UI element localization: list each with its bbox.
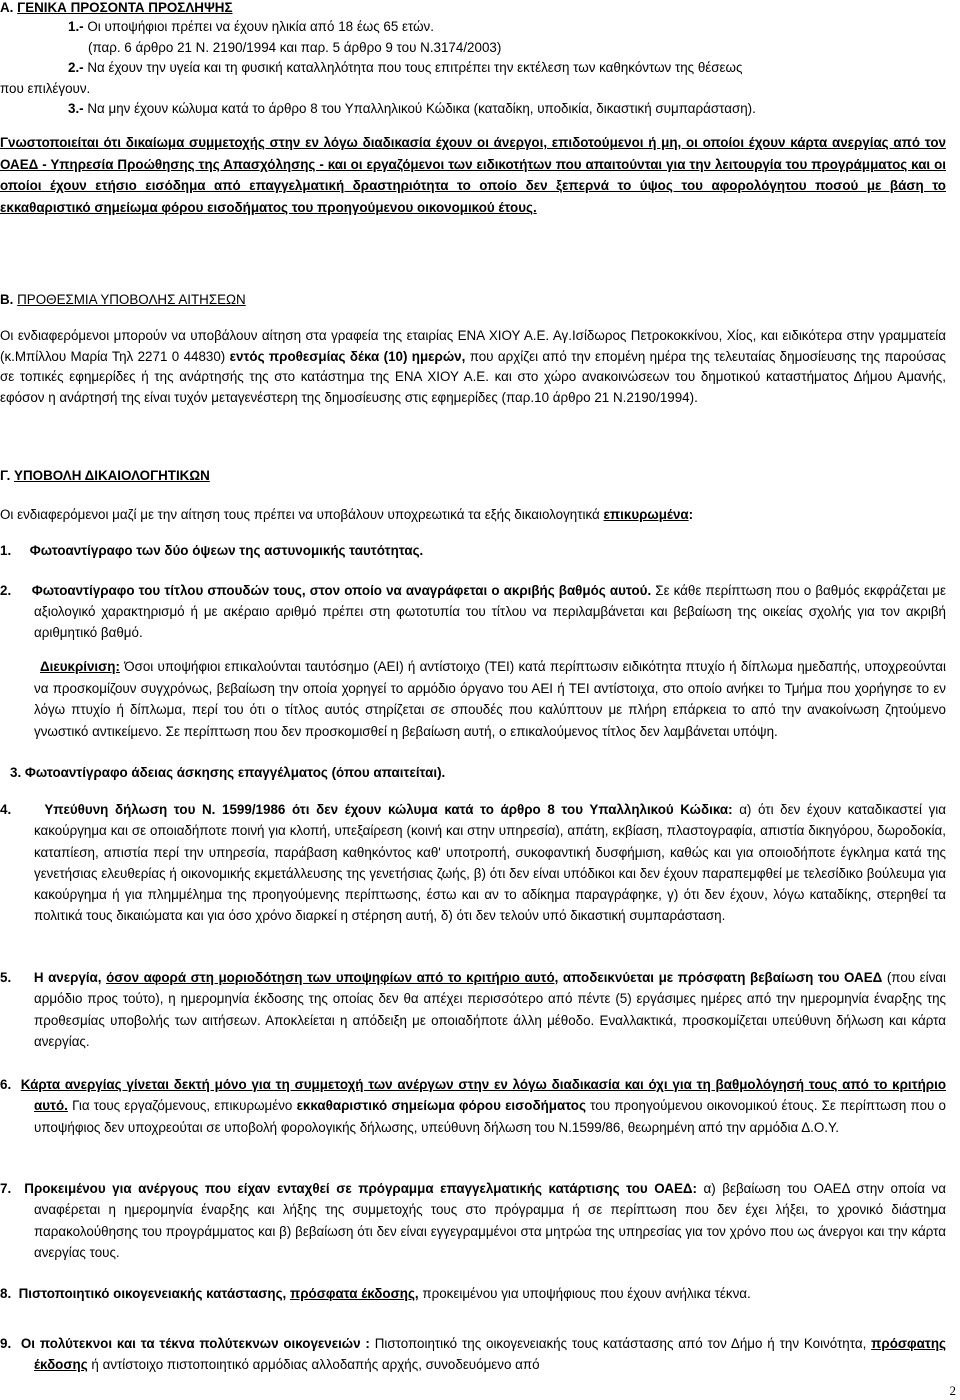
documents-intro xyxy=(0,504,946,526)
item-number: 3. xyxy=(10,765,22,780)
document-item-7 xyxy=(0,1178,946,1263)
section-b-title xyxy=(0,289,946,311)
item-bold: Υπεύθυνη δήλωση του Ν. 1599/1986 ότι δεν έχουν κώλυμα κατά το άρθρο 8 του Υπαλληλικού Κώδικα: xyxy=(44,802,733,817)
item-text: Πιστοποιητικό της οικογενειακής τους κατάστασης από τον Δήμο ή την Κοινότητα, xyxy=(374,1336,867,1351)
item-text-2: ή αντίστοιχο πιστοποιητικό αρμόδιας αλλοδαπής αρχής, συνοδευόμενο από xyxy=(91,1357,540,1373)
deadline-paragraph xyxy=(0,326,946,408)
item-number: 2.- xyxy=(68,60,84,75)
item-bold: Η ανεργία, xyxy=(33,970,102,985)
item-text-2: του προηγούμενου οικονομικού έτους. Σε περίπτωση που ο υποψήφιος δεν υποχρεούται σε υποβολή φορολογικής δήλωσης, υπεύθυνη δήλωση του Ν.1599/86, θεωρημένη από την αρμόδια Δ.Ο.Υ. xyxy=(34,1098,946,1135)
section-a-item-1-ref xyxy=(0,37,946,59)
section-a-item-3 xyxy=(0,98,946,120)
document-item-6 xyxy=(0,1074,946,1138)
clarification xyxy=(0,656,946,742)
section-a-item-2-cont xyxy=(0,78,946,100)
intro-text: Οι ενδιαφερόμενοι μαζί με την αίτηση τους πρέπει να υποβάλουν υποχρεωτικά τα εξής δικαιολογητικά xyxy=(0,507,600,522)
clarification-text: Όσοι υποψήφιοι επικαλούνται ταυτόσημο (ΑΕΙ) ή αντίστοιχο (ΤΕΙ) κατά περίπτωσιν ειδικότητα πτυχίο ή δίπλωμα ημεδαπής, υποχρεούνται να προσκομίζουν συγχρόνως, βεβαίωση την οποία χορηγεί το αρμόδιο όργανο του ΑΕΙ ή ΤΕΙ αντίστοιχα, στο οποίο ανήκει το Τμήμα που χορήγησε το εν λόγω πτυχίο ή δίπλωμα, περί του ότι ο τίτλος αυτός στηρίζεται σε σπουδές που καλύπτουν με πλήρη επάρκεια το από την ανακοίνωση ζητούμενο γνωστικό αντικείμενο. Σε περίπτωση που δεν προσκομισθεί η βεβαίωση αυτή, ο επικαλούμενος τίτλος δεν λαμβάνεται υπόψη. xyxy=(34,659,946,739)
legal-reference: (παρ. 6 άρθρο 21 Ν. 2190/1994 και παρ. 5 άρθρο 9 του Ν.3174/2003) xyxy=(88,40,502,55)
item-bold: Πιστοποιητικό οικογενειακής κατάστασης, xyxy=(18,1286,287,1301)
item-text: που επιλέγουν. xyxy=(0,81,91,96)
document-item-3 xyxy=(0,762,946,784)
item-bold: Προκειμένου για ανέργους που είχαν ενταχθεί σε πρόγραμμα επαγγελματικής κατάρτισης του ΟΑΕΔ: xyxy=(24,1181,697,1196)
section-c-prefix: Γ. xyxy=(0,468,11,483)
section-b-heading: ΠΡΟΘΕΣΜΙΑ ΥΠΟΒΟΛΗΣ ΑΙΤΗΣΕΩΝ xyxy=(17,292,246,307)
item-number: 2. xyxy=(0,583,12,598)
page-number: 2 xyxy=(949,1383,956,1398)
document-item-5 xyxy=(0,967,946,1052)
item-bold: Φωτοαντίγραφο του τίτλου σπουδών τους, στον οποίο να αναγράφεται ο ακριβής βαθμός αυτού. xyxy=(31,583,652,598)
item-text: Σε κάθε περίπτωση που ο βαθμός εκφράζεται με αξιολογικό χαρακτηρισμό ή με ακέραιο αριθμό πρέπει στη φωτοτυπία του τίτλου να περιλαμβάνεται και βεβαίωση της οικείας σχολής για τον ακριβή αριθμητικό βαθμό. xyxy=(34,583,946,640)
item-bold: εκκαθαριστικό σημείωμα φόρου εισοδήματος xyxy=(296,1098,586,1114)
section-c-title xyxy=(0,465,946,487)
document-item-1 xyxy=(0,540,946,562)
item-bold-2: αποδεικνύεται με πρόσφατη βεβαίωση του ΟΑΕΔ xyxy=(562,970,883,985)
item-number: 3.- xyxy=(68,101,84,116)
item-number: 1.- xyxy=(68,19,84,34)
item-number: 7. xyxy=(0,1181,12,1196)
item-emphasis: πρόσφατης έκδοσης xyxy=(34,1336,946,1373)
item-bold: Φωτοαντίγραφο των δύο όψεων της αστυνομικής ταυτότητας. xyxy=(29,543,424,558)
intro-emphasis: επικυρωμένα xyxy=(603,507,689,522)
section-a-item-2 xyxy=(0,57,946,79)
item-number: 9. xyxy=(0,1336,12,1351)
section-b-prefix: Β. xyxy=(0,292,14,307)
document-item-8 xyxy=(0,1283,946,1304)
eligibility-notice: Γνωστοποιείται ότι δικαίωμα συμμετοχής στην εν λόγω διαδικασία έχουν οι άνεργοι, επιδοτούμενοι ή μη, οι οποίοι έχουν κάρτα ανεργίας από τον ΟΑΕΔ - Υπηρεσία Προώθησης της Απασχόλησης - και οι εργαζόμενοι των ειδικοτήτων που απαιτούνται για την λειτουργία του προγράμματος και οι οποίοι έχουν ετήσιο εισόδημα από επαγγελματική δραστηριότητα το οποίο δεν ξεπερνά το ύψος του αφορολόγητου ποσού με βάση το εκκαθαριστικό σημείωμα φόρου εισοδήματος του προηγούμενου οικονομικού έτους. xyxy=(0,135,946,215)
item-text: Για τους εργαζόμενους, επικυρωμένο xyxy=(72,1098,293,1114)
document-item-4 xyxy=(0,799,946,927)
item-emphasis: πρόσφατα έκδοσης, xyxy=(290,1286,419,1301)
section-a-heading: ΓΕΝΙΚΑ ΠΡΟΣΟΝΤΑ ΠΡΟΣΛΗΨΗΣ xyxy=(17,0,233,15)
section-a-prefix: Α. xyxy=(0,0,14,15)
item-text: α) ότι δεν έχουν καταδικαστεί για κακούργημα και σε οποιαδήποτε ποινή για κλοπή, υπεξαίρεση (κοινή και στην υπηρεσία), απάτη, εκβίαση, πλαστογραφία, απιστία δικηγόρου, δωροδοκία, καταπίεση, απιστία περί την υπηρεσία, παράβαση καθηκόντος καθ' υποτροπή, συκοφαντική δυσφήμιση, καθώς και για οποιοδήποτε έγκλημα κατά της γενετήσιας ελευθερίας ή οικονομικής εκμετάλλευσης της γενετήσιας ζωής, β) ότι δεν είναι υπόδικοι και δεν έχουν παραπεμφθεί με τελεσίδικο βούλευμα για κακούργημα ή για πλημμέλημα της προηγούμενης περίπτωσης, έστω και αν το αδίκημα παραγράφηκε, γ) ότι δεν έχουν, λόγω καταδίκης, στερηθεί τα πολιτικά τους δικαιώματα και για όσο χρόνο διαρκεί η στέρηση αυτή, δ) ότι δεν τελούν υπό δικαστική συμπαράσταση. xyxy=(34,802,947,924)
section-c-heading: ΥΠΟΒΟΛΗ ΔΙΚΑΙΟΛΟΓΗΤΙΚΩΝ xyxy=(14,468,210,483)
item-text: α) βεβαίωση του ΟΑΕΔ στην οποία να αναφέρεται η ημερομηνία έναρξης και λήξης της συμμετοχής τους στο πρόγραμμα ή σε περίπτωση που δεν έχει λήξει, το χρονικό διάστημα παρακολούθησης του προγράμματος και β) βεβαίωση ότι δεν είναι εγγεγραμμένοι στα μητρώα της υπηρεσίας για τον χρόνο που ως άνεργοι και την κάρτα ανεργίας τους. xyxy=(34,1181,946,1260)
item-number: 8. xyxy=(0,1286,12,1301)
item-text: προκειμένου για υποψήφιους που έχουν ανήλικα τέκνα. xyxy=(422,1286,751,1301)
item-text: Να μην έχουν κώλυμα κατά το άρθρο 8 του Υπαλληλικού Κώδικα (καταδίκη, υποδικία, δικαστική συμπαράσταση). xyxy=(87,101,756,116)
item-text: (που είναι αρμόδιο προς τούτο), η ημερομηνία έκδοσης της οποίας δεν θα απέχει περισσότερο από πέντε (5) εργάσιμες ημέρες από την ημερομηνία έναρξης της προθεσμίας υποβολής των αιτήσεων. Αποκλείεται η απόδειξη με οποιαδήποτε άλλη μέθοδο. Εναλλακτικά, προσκομίζεται υπεύθυνη δήλωση και κάρτα ανεργίας. xyxy=(34,970,946,1049)
intro-colon: : xyxy=(688,507,694,522)
document-item-9 xyxy=(0,1333,946,1377)
item-bold: Οι πολύτεκνοι και τα τέκνα πολύτεκνων οικογενειών : xyxy=(20,1336,370,1351)
item-emphasis: Κάρτα ανεργίας γίνεται δεκτή μόνο για τη συμμετοχή των ανέργων στην εν λόγω διαδικασία και όχι για τη βαθμολόγησή τους από το κριτήριο αυτό. xyxy=(20,1077,946,1114)
clarification-label: Διευκρίνιση: xyxy=(40,659,120,674)
item-emphasis: όσον αφορά στη μοριοδότηση των υποψηφίων από το κριτήριο αυτό, xyxy=(106,970,559,985)
section-a-item-1 xyxy=(0,16,946,38)
item-number: 6. xyxy=(0,1077,12,1092)
item-number: 4. xyxy=(0,802,12,817)
deadline-bold: εντός προθεσμίας δέκα (10) ημερών, xyxy=(229,348,466,364)
item-bold: Φωτοαντίγραφο άδειας άσκησης επαγγέλματος (όπου απαιτείται). xyxy=(24,765,446,780)
item-text: Να έχουν την υγεία και τη φυσική καταλληλότητα που τους επιτρέπει την εκτέλεση των καθηκόντων της θέσεως xyxy=(87,60,743,75)
item-text: Οι υποψήφιοι πρέπει να έχουν ηλικία από 18 έως 65 ετών. xyxy=(87,19,434,34)
deadline-text-rest: που αρχίζει από την επομένη ημέρα της τελευταίας δημοσίευσης της παρούσας σε τοπικές εφημερίδες ή της ανάρτησής της στο κατάστημα της ΕΝΑ ΧΙΟΥ Α.Ε. και στο χώρο ανακοινώσεων του δημοτικού καταστήματος Δήμου Αμανής, εφόσον η ανάρτησή της είναι τυχόν μεταγενέστερη της δημοσίευσης στις εφημερίδες (παρ.10 άρθρο 21 Ν.2190/1994). xyxy=(0,348,946,405)
document-item-2 xyxy=(0,580,946,643)
deadline-text: Οι ενδιαφερόμενοι μπορούν να υποβάλουν αίτηση στα γραφεία της εταιρίας ΕΝΑ ΧΙΟΥ Α.Ε. Αγ.Ισίδωρος Πετροκοκκίνου, Χίος, και ειδικότερα στην γραμματεία (κ.Μπίλλου Μαρία Τηλ 2271 0 44830) xyxy=(0,328,946,364)
item-number: 5. xyxy=(0,970,12,985)
item-number: 1. xyxy=(0,543,12,558)
